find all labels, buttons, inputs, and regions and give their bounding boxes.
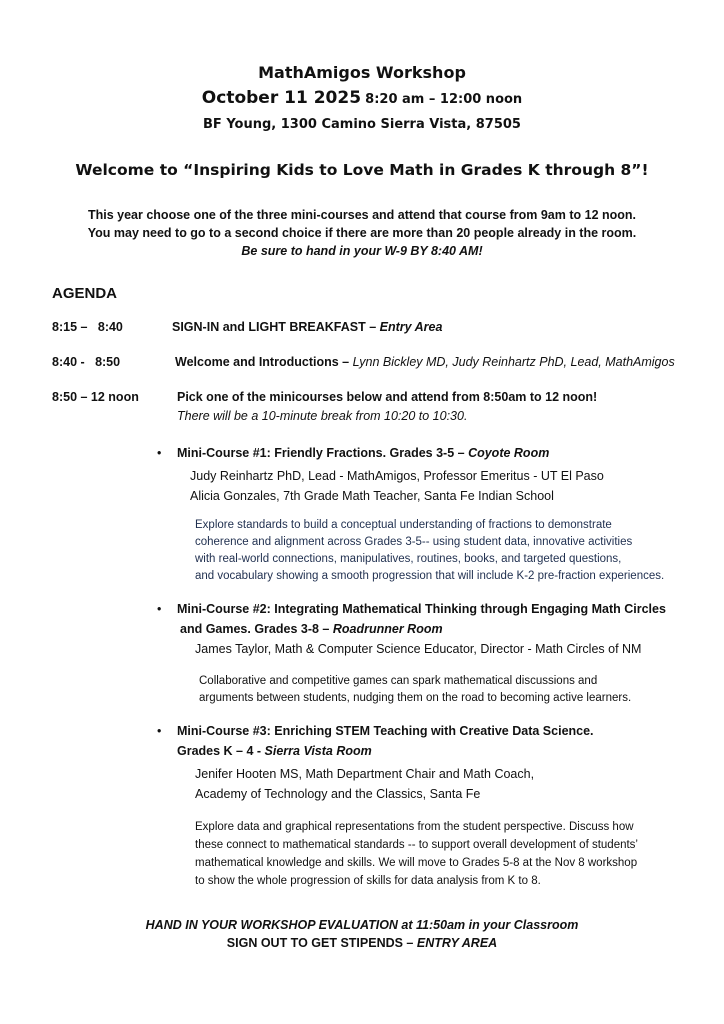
course-3-presenters: [195, 764, 534, 804]
description-line: arguments between students, nudging them on the road to becoming active learners.: [199, 692, 632, 704]
intro-text: [0, 206, 724, 260]
signout-text: SIGN OUT TO GET STIPENDS –: [226, 936, 417, 950]
agenda-time: 8:50 – 12 noon: [52, 390, 139, 404]
presenter: Alicia Gonzales, 7th Grade Math Teacher, Santa Fe Indian School: [190, 489, 554, 503]
workshop-date: October 11 2025: [201, 88, 362, 108]
intro-line: This year choose one of the three mini-courses and attend that course from 9am to 12 noon.: [87, 208, 637, 222]
agenda-item-title: Welcome and Introductions –: [175, 355, 353, 369]
agenda-item-title: SIGN-IN and LIGHT BREAKFAST –: [172, 320, 380, 334]
agenda-time: 8:15 – 8:40: [52, 320, 123, 334]
bullet: •: [157, 446, 162, 460]
bullet: •: [157, 602, 162, 616]
course-3-description: [195, 818, 638, 890]
description-line: Collaborative and competitive games can spark mathematical discussions and: [199, 675, 598, 687]
course-3-title: Mini-Course #3: Enriching STEM Teaching with Creative Data Science.: [177, 724, 594, 738]
course-1-description: [195, 517, 664, 585]
description-line: with real-world connections, manipulatives, routines, books, and targeted questions,: [195, 553, 622, 565]
course-2-title-cont: [180, 622, 443, 636]
workshop-datetime: [0, 88, 724, 108]
workshop-location: BF Young, 1300 Camino Sierra Vista, 87505: [203, 117, 521, 132]
course-room: Sierra Vista Room: [264, 744, 372, 758]
signout-notice: [0, 936, 724, 950]
agenda-break-note: There will be a 10-minute break from 10:20 to 10:30.: [177, 409, 468, 423]
presenter: Academy of Technology and the Classics, Santa Fe: [195, 787, 481, 801]
course-1-title: [177, 446, 549, 460]
description-line: these connect to mathematical standards -- to support overall development of students’: [195, 839, 638, 851]
course-room: Coyote Room: [468, 446, 550, 460]
agenda-item-signin: [172, 320, 442, 334]
course-title: Mini-Course #1: Friendly Fractions. Grades 3-5 –: [177, 446, 469, 460]
course-2-title: Mini-Course #2: Integrating Mathematical Thinking through Engaging Math Circles: [177, 602, 666, 616]
intro-w9-reminder: Be sure to hand in your W-9 BY 8:40 AM!: [241, 244, 483, 258]
bullet: •: [157, 724, 162, 738]
description-line: to show the whole progression of skills for data analysis from K to 8.: [195, 875, 541, 887]
description-line: Explore data and graphical representations from the student perspective. Discuss how: [195, 821, 634, 833]
description-line: coherence and alignment across Grades 3-5-- using student data, innovative activities: [195, 536, 633, 548]
presenter: Jenifer Hooten MS, Math Department Chair and Math Coach,: [195, 767, 535, 781]
presenter: Judy Reinhartz PhD, Lead - MathAmigos, Professor Emeritus - UT El Paso: [190, 469, 604, 483]
description-line: Explore standards to build a conceptual understanding of fractions to demonstrate: [195, 519, 612, 531]
course-2-presenter: James Taylor, Math & Computer Science Educator, Director - Math Circles of NM: [195, 642, 642, 656]
course-3-title-cont: [177, 744, 372, 758]
workshop-title: MathAmigos Workshop: [258, 63, 466, 82]
course-title: and Games. Grades 3-8 –: [180, 622, 333, 636]
description-line: mathematical knowledge and skills. We will move to Grades 5-8 at the Nov 8 workshop: [195, 857, 638, 869]
agenda-item-welcome: [175, 355, 675, 369]
course-2-description: [199, 673, 631, 707]
welcome-heading: Welcome to “Inspiring Kids to Love Math in Grades K through 8”!: [75, 161, 649, 179]
course-room: Roadrunner Room: [332, 622, 443, 636]
course-1-presenters: [190, 466, 604, 506]
agenda-heading: AGENDA: [52, 285, 118, 302]
signout-location: ENTRY AREA: [416, 936, 498, 950]
agenda-time: 8:40 - 8:50: [52, 355, 121, 369]
agenda-item-title: Pick one of the minicourses below and attend from 8:50am to 12 noon!: [177, 390, 598, 404]
description-line: and vocabulary showing a smooth progression that will include K-2 pre-fraction experiences.: [195, 570, 665, 582]
intro-line: You may need to go to a second choice if there are more than 20 people already in the room.: [87, 226, 637, 240]
evaluation-notice: HAND IN YOUR WORKSHOP EVALUATION at 11:50am in your Classroom: [145, 918, 579, 932]
agenda-item-detail: Entry Area: [379, 320, 443, 334]
course-title: Grades K – 4 -: [177, 744, 265, 758]
workshop-time: 8:20 am – 12:00 noon: [365, 92, 523, 107]
agenda-item-detail: Lynn Bickley MD, Judy Reinhartz PhD, Lead, MathAmigos: [352, 355, 675, 369]
